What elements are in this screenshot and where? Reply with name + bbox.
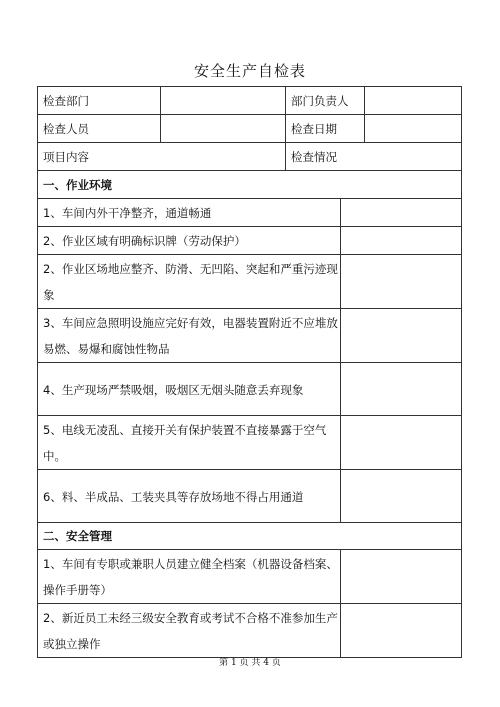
check-item: 2、作业区场地应整齐、防滑、无凹陷、突起和严重污迹现象 [38, 255, 341, 309]
table-row [38, 199, 462, 227]
section-title-environment: 一、作业环境 [38, 171, 462, 199]
check-item: 3、车间应急照明设施应完好有效，电器装置附近不应堆放易燃、易爆和腐蚀性物品 [38, 309, 341, 363]
check-item: 4、生产现场严禁吸烟，吸烟区无烟头随意丢弃现象 [38, 363, 341, 416]
dept-head-label: 部门负责人 [286, 87, 365, 115]
table-row [38, 550, 462, 604]
inspection-date-label: 检查日期 [286, 115, 365, 143]
check-result-cell[interactable] [341, 309, 462, 363]
document-title: 安全生产自检表 [193, 62, 306, 80]
page-number: 第 1 页 共 4 页 [219, 658, 281, 668]
header-row-columns [38, 143, 462, 171]
dept-label: 检查部门 [38, 87, 161, 115]
dept-value-cell[interactable] [161, 87, 286, 115]
check-item: 1、车间内外干净整齐，通道畅通 [38, 199, 341, 227]
check-status-header: 检查情况 [286, 143, 462, 171]
check-item: 6、料、半成品、工装夹具等存放场地不得占用通道 [38, 470, 341, 523]
check-item: 1、车间有专职或兼职人员建立健全档案（机器设备档案、操作手册等） [38, 550, 341, 604]
table-row [38, 227, 462, 255]
table-row [38, 470, 462, 523]
section-row [38, 171, 462, 199]
inspector-value-cell[interactable] [161, 115, 286, 143]
section-title-safety-management: 二、安全管理 [38, 523, 462, 550]
check-item: 2、新近员工未经三级安全教育或考试不合格不准参加生产或独立操作 [38, 604, 341, 658]
check-result-cell[interactable] [341, 227, 462, 255]
table-row [38, 416, 462, 470]
table-row [38, 604, 462, 658]
check-result-cell[interactable] [341, 363, 462, 416]
check-result-cell[interactable] [341, 255, 462, 309]
inspector-label: 检查人员 [38, 115, 161, 143]
check-result-cell[interactable] [341, 416, 462, 470]
check-result-cell[interactable] [341, 550, 462, 604]
dept-head-value-cell[interactable] [365, 87, 462, 115]
table-row [38, 309, 462, 363]
inspection-table [37, 86, 462, 658]
header-row-inspector [38, 115, 462, 143]
check-result-cell[interactable] [341, 470, 462, 523]
section-row [38, 523, 462, 550]
check-item: 2、作业区域有明确标识牌（劳动保护） [38, 227, 341, 255]
inspection-date-value-cell[interactable] [365, 115, 462, 143]
check-result-cell[interactable] [341, 199, 462, 227]
check-item: 5、电线无凌乱、直接开关有保护装置不直接暴露于空气中。 [38, 416, 341, 470]
item-content-header: 项目内容 [38, 143, 286, 171]
header-row-dept [38, 87, 462, 115]
check-result-cell[interactable] [341, 604, 462, 658]
table-row [38, 363, 462, 416]
table-row [38, 255, 462, 309]
